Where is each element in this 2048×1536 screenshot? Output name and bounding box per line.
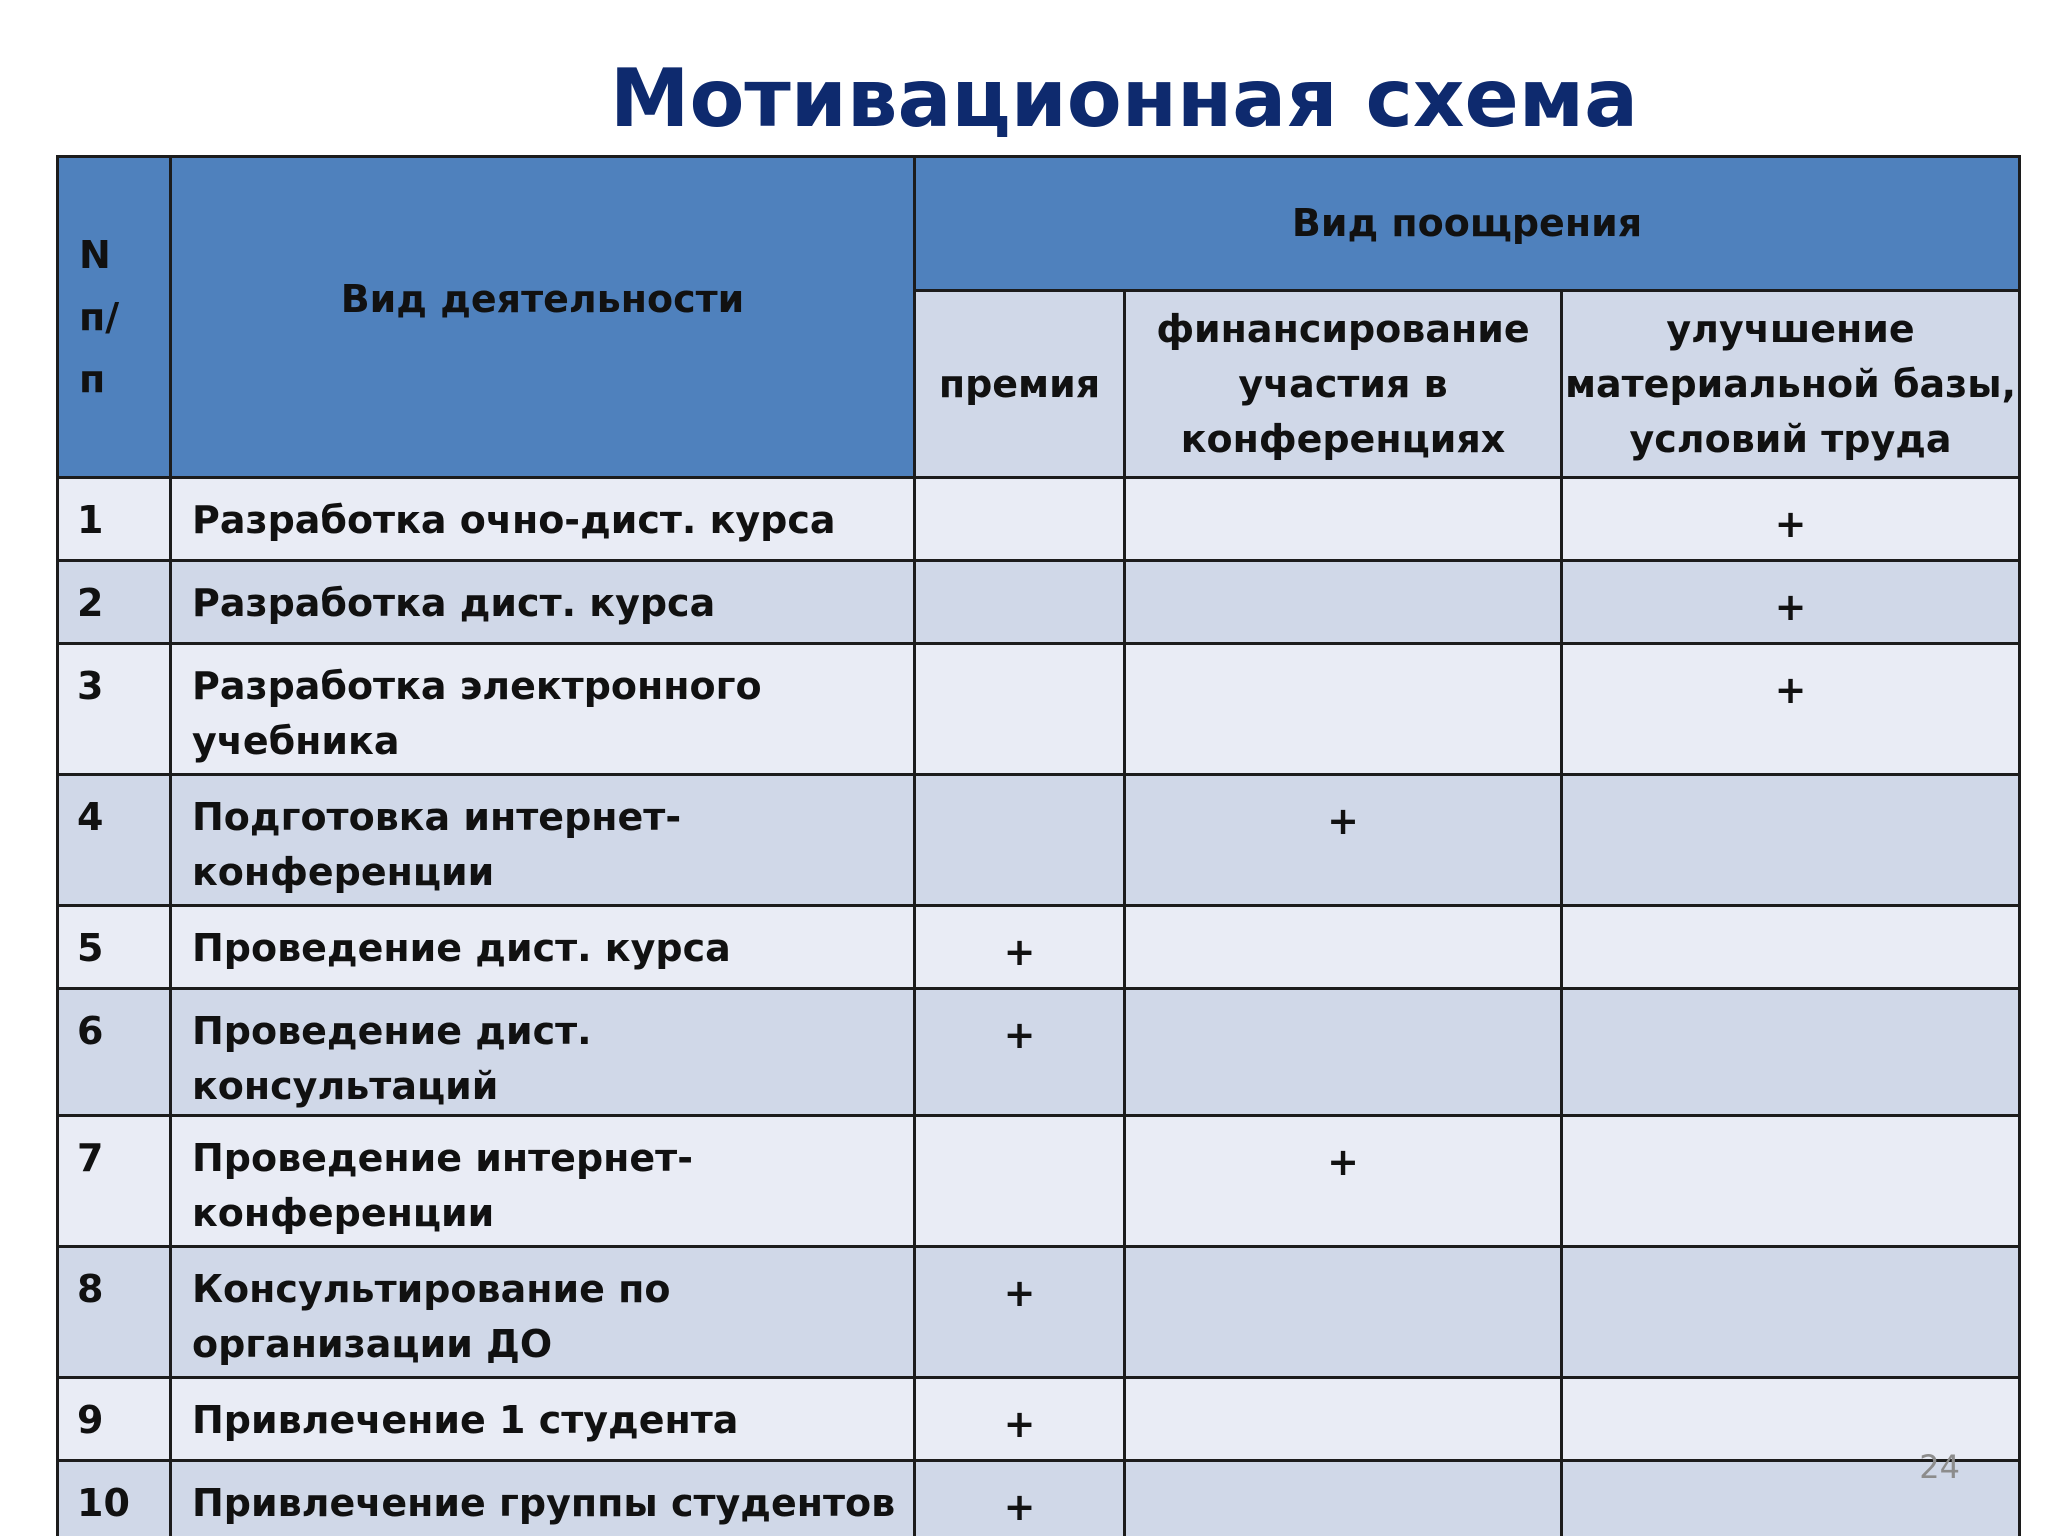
row-conference-mark (1125, 1378, 1562, 1461)
table-row (58, 989, 2020, 1116)
row-conference-mark (1125, 478, 1562, 561)
row-conference-mark: + (1125, 775, 1562, 906)
row-bonus-mark (915, 644, 1125, 775)
row-material-mark: + (1562, 478, 2020, 561)
row-material-mark: + (1562, 561, 2020, 644)
row-bonus-mark: + (915, 989, 1125, 1116)
row-material-mark (1562, 1247, 2020, 1378)
row-activity: Разработка очно-дист. курса (171, 478, 915, 561)
row-bonus-mark: + (915, 1378, 1125, 1461)
row-conference-mark (1125, 989, 1562, 1116)
table-row (58, 906, 2020, 989)
row-activity: Разработка дист. курса (171, 561, 915, 644)
slide-title: Мотивационная схема (609, 52, 1639, 145)
row-bonus-mark (915, 775, 1125, 906)
row-activity: Проведение дист. консультаций (171, 989, 915, 1116)
header-bonus: премия (915, 291, 1125, 478)
row-number: 6 (58, 989, 171, 1116)
row-bonus-mark: + (915, 1461, 1125, 1536)
row-material-mark: + (1562, 644, 2020, 775)
header-number-line-3: п (79, 357, 106, 401)
table-row (58, 644, 2020, 775)
table-row (58, 775, 2020, 906)
header-activity: Вид деятельности (171, 157, 915, 478)
header-conference-funding: финансирование участия в конференциях (1125, 291, 1562, 478)
row-activity: Привлечение 1 студента (171, 1378, 915, 1461)
row-number: 5 (58, 906, 171, 989)
table-row (58, 1116, 2020, 1247)
row-activity: Проведение дист. курса (171, 906, 915, 989)
row-material-mark (1562, 775, 2020, 906)
row-conference-mark (1125, 644, 1562, 775)
row-conference-mark (1125, 906, 1562, 989)
table-row (58, 1378, 2020, 1461)
row-activity: Подготовка интернет-конференции (171, 775, 915, 906)
row-conference-mark (1125, 561, 1562, 644)
table-row (58, 1461, 2020, 1536)
header-number-line-2: п/ (79, 295, 120, 339)
row-bonus-mark (915, 1116, 1125, 1247)
row-bonus-mark: + (915, 906, 1125, 989)
row-conference-mark: + (1125, 1116, 1562, 1247)
row-number: 2 (58, 561, 171, 644)
row-conference-mark (1125, 1461, 1562, 1536)
header-reward-group: Вид поощрения (915, 157, 2020, 291)
row-conference-mark (1125, 1247, 1562, 1378)
header-number-line-1: N (79, 233, 111, 277)
row-activity: Проведение интернет-конференции (171, 1116, 915, 1247)
row-activity: Консультирование по организации ДО (171, 1247, 915, 1378)
row-number: 3 (58, 644, 171, 775)
row-bonus-mark (915, 561, 1125, 644)
row-number: 7 (58, 1116, 171, 1247)
row-bonus-mark: + (915, 1247, 1125, 1378)
table-row (58, 1247, 2020, 1378)
row-material-mark (1562, 989, 2020, 1116)
row-activity: Привлечение группы студентов (171, 1461, 915, 1536)
page-number: 24 (1919, 1448, 1960, 1486)
table-row (58, 561, 2020, 644)
row-bonus-mark (915, 478, 1125, 561)
header-material-base: улучшение материальной базы, условий труда (1562, 291, 2020, 478)
row-number: 1 (58, 478, 171, 561)
row-material-mark (1562, 1116, 2020, 1247)
motivation-table (56, 155, 2021, 1536)
row-activity: Разработка электронного учебника (171, 644, 915, 775)
row-number: 9 (58, 1378, 171, 1461)
row-number: 4 (58, 775, 171, 906)
row-material-mark (1562, 906, 2020, 989)
header-number (58, 157, 171, 478)
table-row (58, 478, 2020, 561)
row-number: 10 (58, 1461, 171, 1536)
row-number: 8 (58, 1247, 171, 1378)
